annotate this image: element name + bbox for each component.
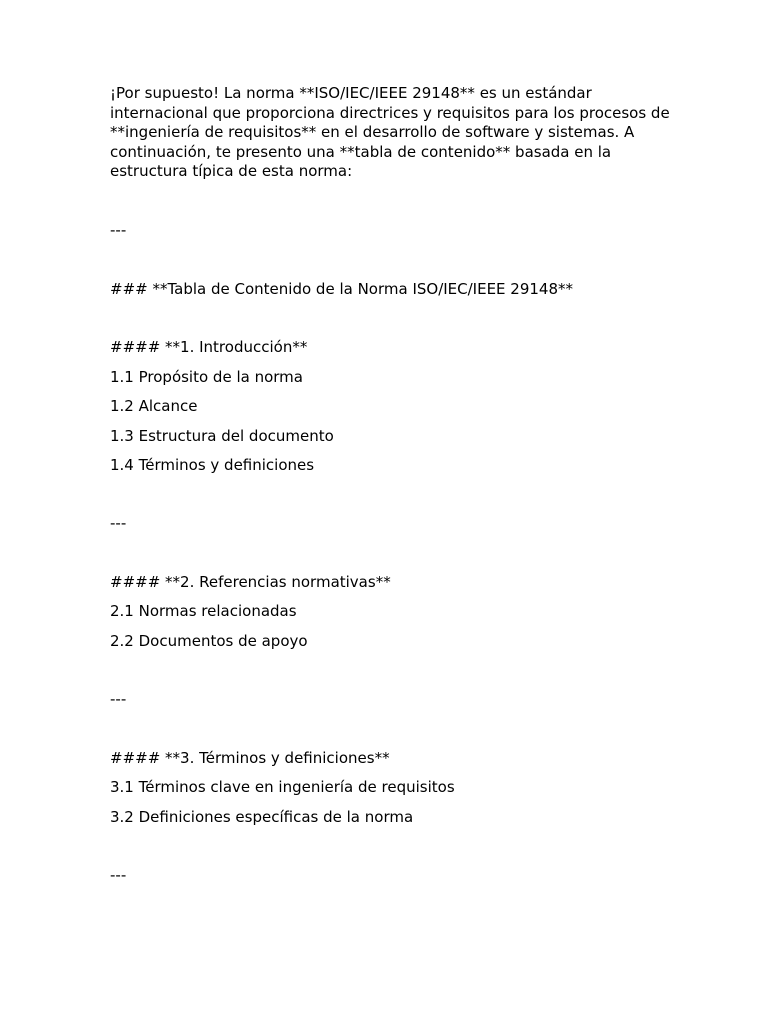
section-heading: #### **2. Referencias normativas**: [110, 573, 391, 591]
list-item: 3.2 Definiciones específicas de la norma: [110, 808, 414, 826]
separator: ---: [110, 514, 127, 532]
toc-title: ### **Tabla de Contenido de la Norma ISO/IEC/IEEE 29148**: [110, 280, 574, 298]
separator: ---: [110, 866, 127, 884]
intro-paragraph: ¡Por supuesto! La norma **ISO/IEC/IEEE 29148** es un estándar internacional que proporciona directrices y requisitos para los procesos de **ingeniería de requisitos** en el desarrollo de software y sistemas. A continuación, te presento una **tabla de contenido** basada en la estructura típica de esta norma:: [110, 84, 670, 180]
separator: ---: [110, 690, 127, 708]
list-item: 1.4 Términos y definiciones: [110, 456, 315, 474]
list-item: 2.1 Normas relacionadas: [110, 602, 297, 620]
section-heading: #### **1. Introducción**: [110, 338, 308, 356]
document-page: [110, 84, 670, 884]
list-item: 1.1 Propósito de la norma: [110, 368, 303, 386]
list-item: 2.2 Documentos de apoyo: [110, 632, 308, 650]
list-item: 3.1 Términos clave en ingeniería de requisitos: [110, 778, 455, 796]
separator: ---: [110, 221, 127, 239]
list-item: 1.2 Alcance: [110, 397, 198, 415]
section-heading: #### **3. Términos y definiciones**: [110, 749, 390, 767]
list-item: 1.3 Estructura del documento: [110, 427, 334, 445]
